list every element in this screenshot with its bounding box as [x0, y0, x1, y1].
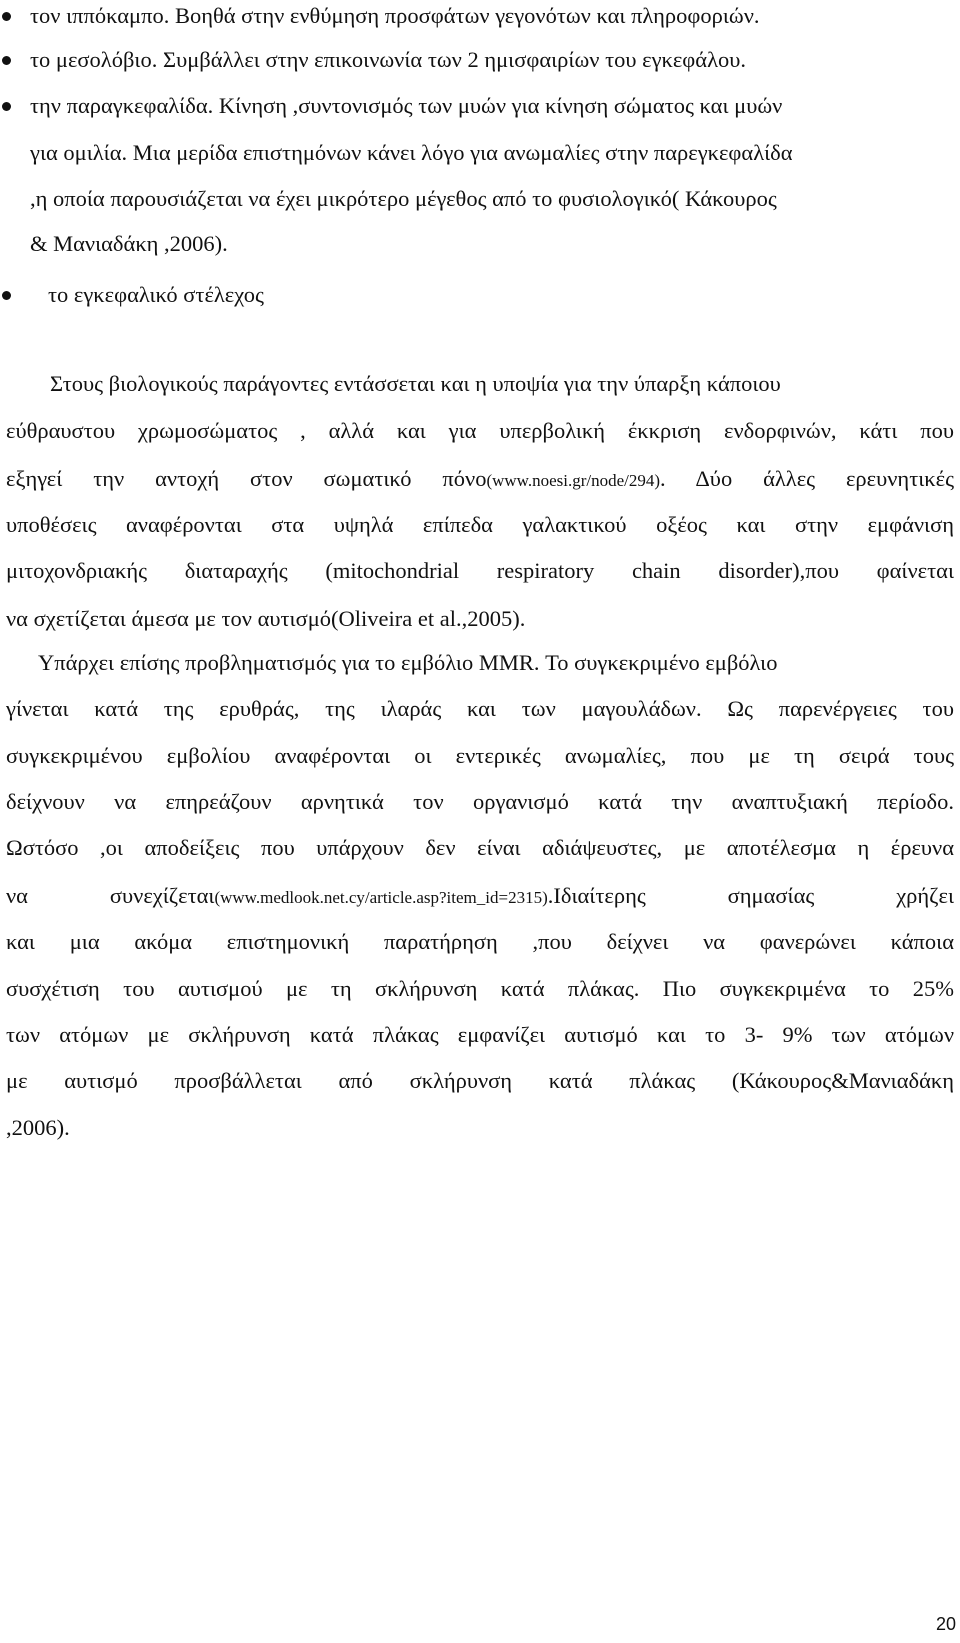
paragraph-line: συγκεκριμένου εμβολίου αναφέρονται οι εντερικές ανωμαλίες, που με τη σειρά τους [6, 743, 954, 768]
bullet-icon [2, 12, 11, 21]
reference-link[interactable]: (www.medlook.net.cy/article.asp?item_id=2315) [214, 888, 548, 907]
paragraph-line: να σχετίζεται άμεσα με τον αυτισμό(Oliveira et al.,2005). [6, 606, 526, 631]
paragraph-text: να συνεχίζεται [6, 883, 215, 908]
bullet-item [30, 3, 760, 29]
paragraph-line [6, 883, 954, 911]
bullet-text: το εγκεφαλικό στέλεχος [48, 282, 264, 307]
paragraph-line: Ωστόσο ,οι αποδείξεις που υπάρχουν δεν είναι αδιάψευστες, με αποτέλεσμα η έρευνα [6, 835, 954, 860]
bullet-item [30, 47, 746, 73]
paragraph-line: γίνεται κατά της ερυθράς, της ιλαράς και των μαγουλάδων. Ως παρενέργειες του [6, 696, 954, 721]
paragraph-line: Στους βιολογικούς παράγοντες εντάσσεται και η υποψία για την ύπαρξη κάποιου [50, 371, 781, 396]
bullet-icon [2, 291, 11, 300]
paragraph-line: εύθραυστου χρωμοσώματος , αλλά και για υπερβολική έκκριση ενδορφινών, κάτι που [6, 418, 954, 443]
bullet-icon [2, 56, 11, 65]
paragraph-line: δείχνουν να επηρεάζουν αρνητικά τον οργανισμό κατά την αναπτυξιακή περίοδο. [6, 789, 954, 814]
bullet-text: το μεσολόβιο. Συμβάλλει στην επικοινωνία των 2 ημισφαιρίων του εγκεφάλου. [30, 47, 747, 72]
bullet-text: τον ιππόκαμπο. Βοηθά στην ενθύμηση προσφάτων γεγονότων και πληροφοριών. [30, 3, 760, 28]
bullet-text: την παραγκεφαλίδα. Κίνηση ,συντονισμός των μυών για κίνηση σώματος και μυών [30, 93, 783, 118]
bullet-icon [2, 102, 11, 111]
paragraph-line: Υπάρχει επίσης προβληματισμός για το εμβόλιο MMR. Το συγκεκριμένο εμβόλιο [38, 650, 778, 675]
paragraph-line: με αυτισμό προσβάλλεται από σκλήρυνση κατά πλάκας (Κάκουρος&Μανιαδάκη [6, 1068, 954, 1093]
paragraph-text: εξηγεί την αντοχή στον σωματικό πόνο [6, 466, 487, 491]
paragraph-line: μιτοχονδριακής διαταραχής (mitochondrial respiratory chain disorder),που φαίνεται [6, 558, 954, 583]
bullet-continuation-line: ,η οποία παρουσιάζεται να έχει μικρότερο μέγεθος από το φυσιολογικό( Κάκουρος [30, 186, 777, 211]
reference-link[interactable]: (www.noesi.gr/node/294) [486, 471, 661, 490]
bullet-continuation-line: & Μανιαδάκη ,2006). [30, 231, 228, 256]
bullet-item [48, 282, 264, 308]
paragraph-line: συσχέτιση του αυτισμού με τη σκλήρυνση κατά πλάκας. Πιο συγκεκριμένα το 25% [6, 976, 954, 1001]
paragraph-line: και μια ακόμα επιστημονική παρατήρηση ,που δείχνει να φανερώνει κάποια [6, 929, 954, 954]
paragraph-line: υποθέσεις αναφέρονται στα υψηλά επίπεδα γαλακτικού οξέος και στην εμφάνιση [6, 512, 954, 537]
page-number: 20 [935, 1614, 956, 1634]
paragraph-line: των ατόμων με σκλήρυνση κατά πλάκας εμφανίζει αυτισμό και το 3- 9% των ατόμων [6, 1022, 954, 1047]
paragraph-line: ,2006). [6, 1115, 70, 1140]
paragraph-text: .Ιδιαίτερης σημασίας χρήζει [547, 883, 954, 908]
bullet-item [30, 93, 782, 119]
bullet-continuation-line: για ομιλία. Μια μερίδα επιστημόνων κάνει λόγο για ανωμαλίες στην παρεγκεφαλίδα [30, 140, 793, 165]
paragraph-text: . Δύο άλλες ερευνητικές [660, 466, 954, 491]
paragraph-line [6, 466, 954, 494]
